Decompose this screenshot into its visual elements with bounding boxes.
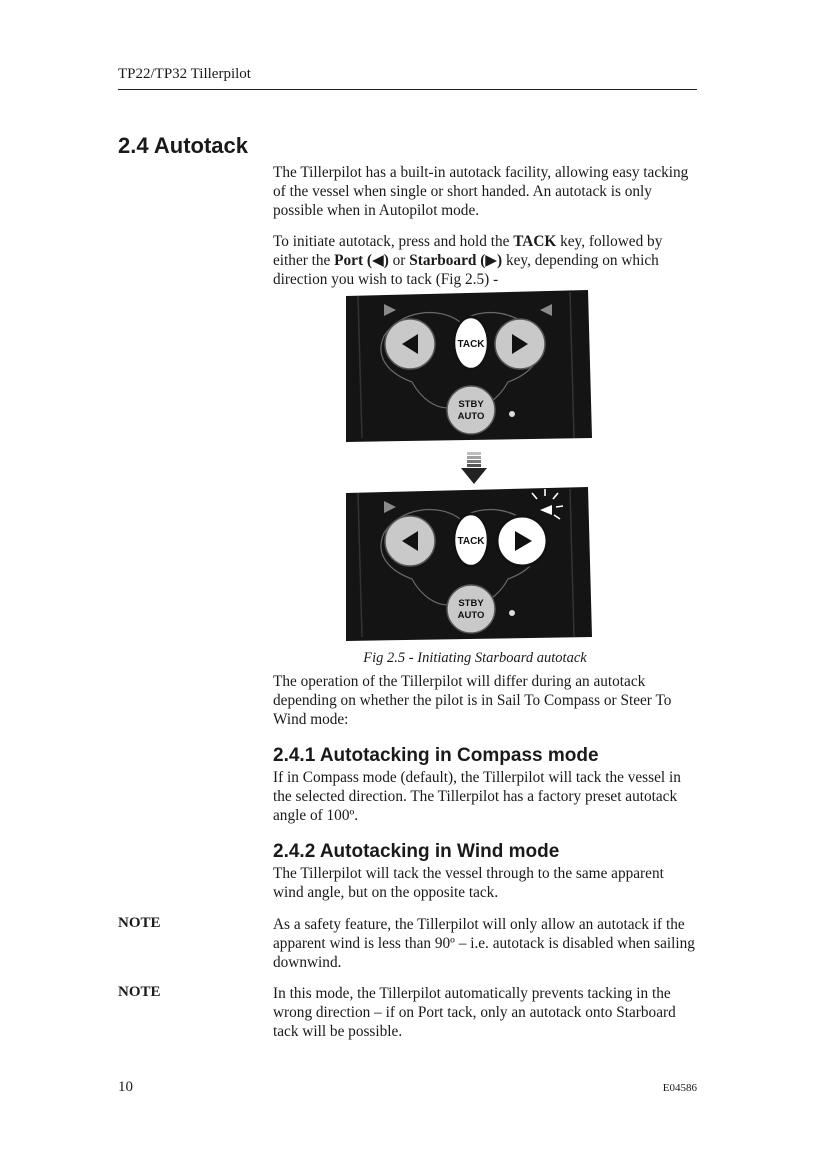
stby-auto-key[interactable] xyxy=(447,585,495,633)
status-led xyxy=(509,610,515,616)
operation-paragraph: The operation of the Tillerpilot will differ during an autotack depending on whether the pilot is in Sail To Compass or Steer To Wind mode: xyxy=(273,673,672,728)
note-label: NOTE xyxy=(118,915,161,931)
instruction-text-3: or xyxy=(388,252,410,269)
tack-key-text: TACK xyxy=(457,536,485,547)
starboard-key[interactable] xyxy=(495,319,545,369)
auto-text: AUTO xyxy=(457,610,485,621)
instruction-text-2: key, followed by either the xyxy=(273,233,663,269)
auto-text: AUTO xyxy=(457,411,485,422)
tack-key-text: TACK xyxy=(457,339,485,350)
intro-paragraph: The Tillerpilot has a built-in autotack facility, allowing easy tacking of the vessel when single or short handed. An autotack is only possible when in Autopilot mode. xyxy=(273,164,689,219)
stby-text: STBY xyxy=(458,598,484,609)
page-number: 10 xyxy=(118,1079,133,1095)
note-body: In this mode, the Tillerpilot automatically prevents tacking in the wrong direction – if on Port tack, only an autotack onto Starboard tack will be possible. xyxy=(273,985,676,1040)
tack-key[interactable] xyxy=(454,514,488,566)
keypad-panel-before xyxy=(340,288,594,446)
instruction-text-1: To initiate autotack, press and hold the xyxy=(273,233,514,250)
subsection-compass-title: 2.4.1 Autotacking in Compass mode xyxy=(273,745,599,766)
status-led xyxy=(509,411,515,417)
tack-key[interactable] xyxy=(454,317,488,369)
tack-key-label: TACK xyxy=(513,233,557,250)
keypad-panel-after xyxy=(340,485,594,645)
down-arrow-icon xyxy=(460,452,488,486)
stby-auto-key[interactable] xyxy=(447,386,495,434)
document-code: E04586 xyxy=(662,1082,697,1094)
header-rule xyxy=(118,89,697,90)
starboard-key-label: Starboard (▶) xyxy=(409,252,503,269)
subsection-compass-body: If in Compass mode (default), the Tillerpilot will tack the vessel in the selected direction. The Tillerpilot has a factory preset autotack angle of 100º. xyxy=(273,769,681,824)
note-label: NOTE xyxy=(118,984,161,1000)
figure-caption: Fig 2.5 - Initiating Starboard autotack xyxy=(363,650,587,666)
section-title: 2.4 Autotack xyxy=(118,133,249,158)
subsection-wind-body: The Tillerpilot will tack the vessel through to the same apparent wind angle, but on the opposite tack. xyxy=(273,865,664,901)
port-key-label: Port (◀) xyxy=(334,252,389,269)
stby-text: STBY xyxy=(458,399,484,410)
note-body: As a safety feature, the Tillerpilot will only allow an autotack if the apparent wind is less than 90º – i.e. autotack is disabled when sailing downwind. xyxy=(273,916,695,971)
port-key[interactable] xyxy=(385,516,435,566)
subsection-wind-title: 2.4.2 Autotacking in Wind mode xyxy=(273,841,560,862)
running-header: TP22/TP32 Tillerpilot xyxy=(118,66,251,82)
port-key[interactable] xyxy=(385,319,435,369)
instruction-paragraph xyxy=(273,232,698,289)
instruction-text-4: key, depending on which direction you wish to tack (Fig 2.5) - xyxy=(273,252,659,288)
starboard-key-pressed[interactable] xyxy=(497,516,547,566)
